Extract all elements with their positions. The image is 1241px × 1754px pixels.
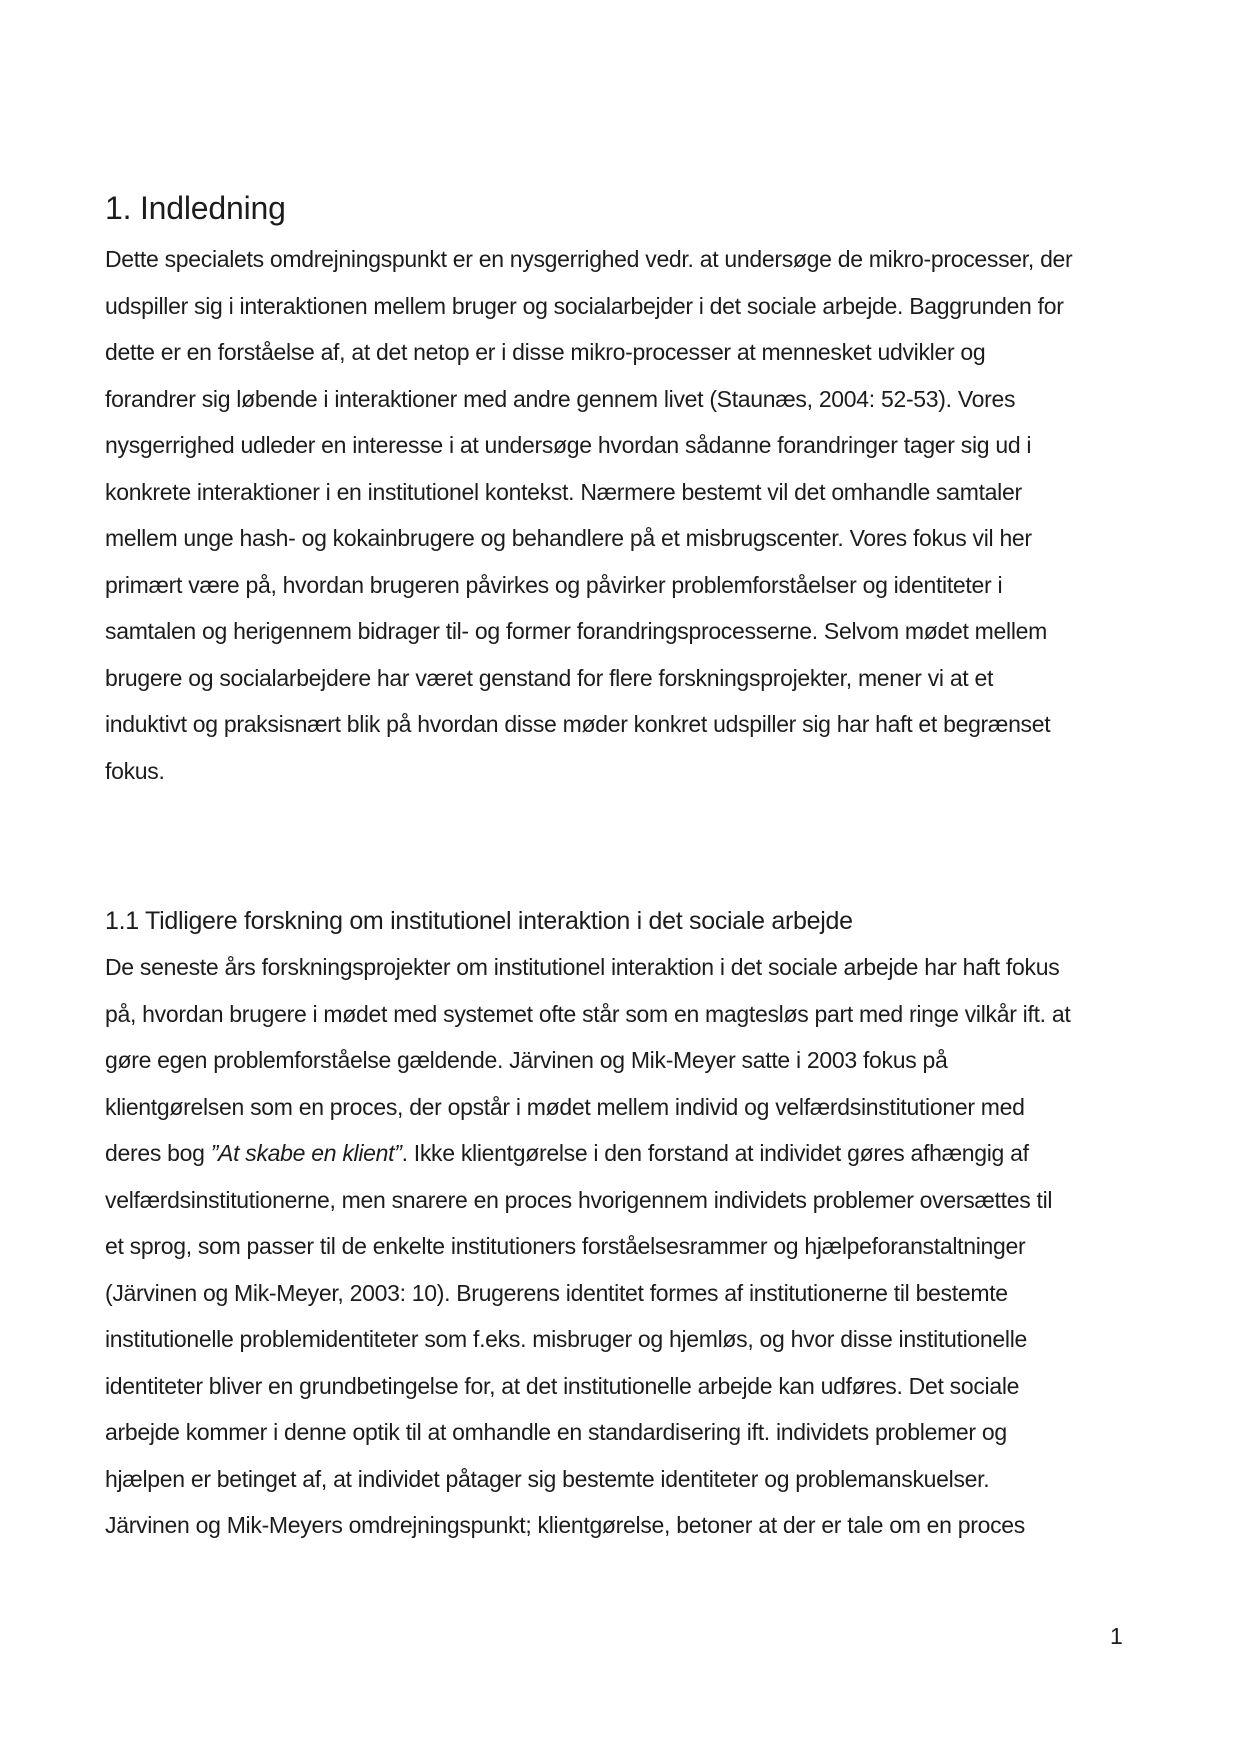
paragraph-1 — [105, 236, 1072, 794]
paragraph-line: (Järvinen og Mik-Meyer, 2003: 10). Brugerens identitet formes af institutionerne til bestemte — [105, 1279, 1008, 1306]
paragraph-line: Järvinen og Mik-Meyers omdrejningspunkt; klientgørelse, betoner at der er tale om en proces — [105, 1512, 1025, 1538]
paragraph-line: induktivt og praksisnært blik på hvordan disse møder konkret udspiller sig har haft et begrænset — [105, 711, 1051, 737]
paragraph-line: arbejde kommer i denne optik til at omhandle en standardisering ift. individets problemer og — [105, 1419, 1007, 1445]
paragraph-line: mellem unge hash- og kokainbrugere og behandlere på et misbrugscenter. Vores fokus vil her — [105, 525, 1032, 551]
paragraph-line: dette er en forståelse af, at det netop er i disse mikro-processer at mennesket udvikler og — [105, 339, 986, 365]
paragraph-line: velfærdsinstitutionerne, men snarere en proces hvorigennem individets problemer oversættes til — [105, 1186, 1053, 1213]
paragraph-line: udspiller sig i interaktionen mellem bruger og socialarbejder i det sociale arbejde. Baggrunden for — [105, 292, 1064, 319]
paragraph-line: forandrer sig løbende i interaktioner med andre gennem livet (Staunæs, 2004: 52-53). Vores — [105, 385, 1016, 412]
paragraph-line: Dette specialets omdrejningspunkt er en nysgerrighed vedr. at undersøge de mikro-processer, der — [105, 246, 1073, 272]
paragraph-line: et sprog, som passer til de enkelte institutioners forståelsesrammer og hjælpeforanstaltninger — [105, 1233, 1026, 1259]
paragraph-2 — [105, 944, 1070, 1549]
paragraph-line: De seneste års forskningsprojekter om institutionel interaktion i det sociale arbejde har haft fokus — [105, 954, 1060, 980]
paragraph-line: primært være på, hvordan brugeren påvirkes og påvirker problemforståelser og identiteter i — [105, 571, 1003, 598]
line-text-pre: deres bog — [105, 1140, 211, 1166]
book-title-italic: ”At skabe en klient” — [210, 1140, 402, 1166]
paragraph-line: gøre egen problemforståelse gældende. Järvinen og Mik-Meyer satte i 2003 fokus på — [105, 1047, 948, 1073]
line-text-post: . Ikke klientgørelse i den forstand at individet gøres afhængig af — [401, 1140, 1029, 1166]
paragraph-line: hjælpen er betinget af, at individet påtager sig bestemte identiteter og problemanskuelser. — [105, 1465, 990, 1492]
paragraph-line: samtalen og herigennem bidrager til- og former forandringsprocesserne. Selvom mødet mellem — [105, 618, 1047, 644]
paragraph-line: fokus. — [105, 757, 165, 784]
paragraph-line: nysgerrighed udleder en interesse i at undersøge hvordan sådanne forandringer tager sig ud i — [105, 432, 1032, 458]
paragraph-line: konkrete interaktioner i en institutionel kontekst. Nærmere bestemt vil det omhandle samtaler — [105, 478, 1022, 505]
paragraph-line: identiteter bliver en grundbetingelse for, at det institutionelle arbejde kan udføres. Det sociale — [105, 1372, 1020, 1399]
page-number: 1 — [1110, 1623, 1123, 1649]
paragraph-line: brugere og socialarbejdere har været genstand for flere forskningsprojekter, mener vi at et — [105, 664, 994, 691]
paragraph-line: klientgørelsen som en proces, der opstår i mødet mellem individ og velfærdsinstitutioner med — [105, 1093, 1025, 1120]
paragraph-line: institutionelle problemidentiteter som f.eks. misbruger og hjemløs, og hvor disse institutionelle — [105, 1326, 1028, 1352]
paragraph-line: på, hvordan brugere i mødet med systemet ofte står som en magtesløs part med ringe vilkår ift. at — [105, 1000, 1071, 1027]
chapter-heading: 1. Indledning — [105, 190, 286, 227]
section-heading: 1.1 Tidligere forskning om institutionel interaktion i det sociale arbejde — [105, 906, 853, 935]
paragraph-line-with-book-title — [105, 1130, 1070, 1177]
